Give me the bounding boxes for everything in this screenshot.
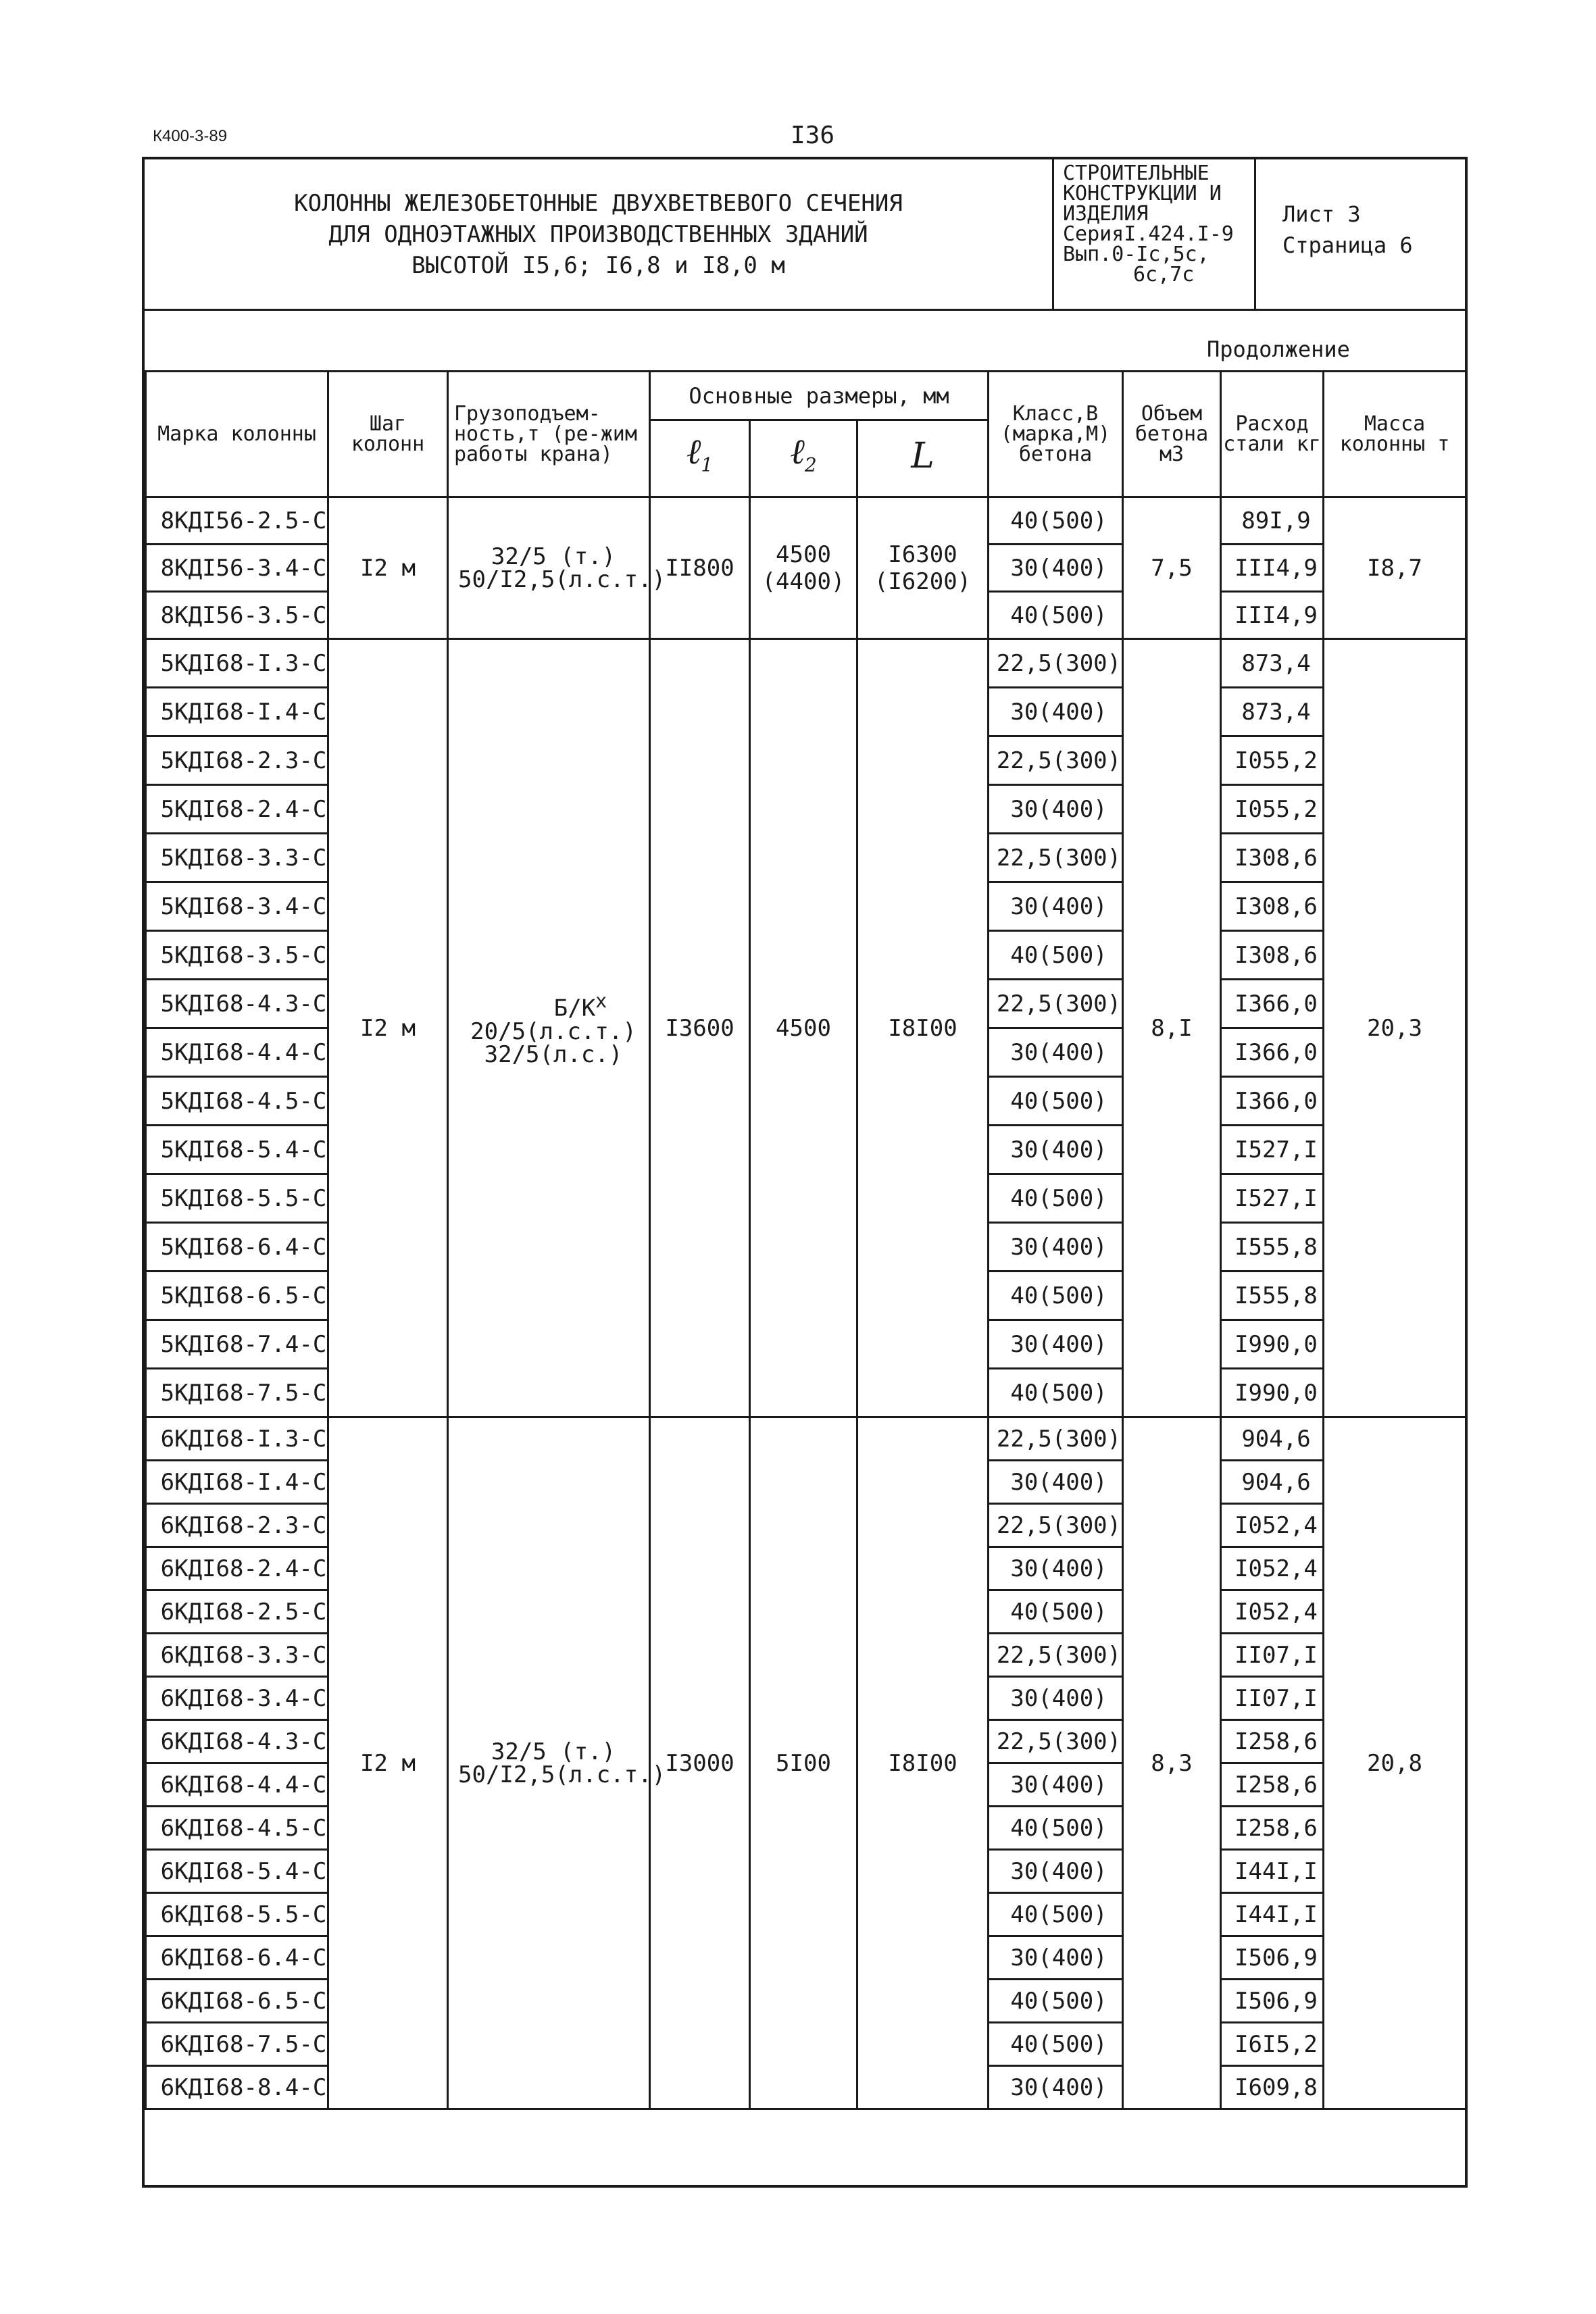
title-line: ВЫСОТОЙ I5,6; I6,8 и I8,0 м (412, 252, 785, 279)
cell-class: 22,5(300) (989, 980, 1123, 1028)
cell-class: 40(500) (989, 931, 1123, 980)
cell-l1: I3000 (650, 1417, 750, 2109)
page-number: I36 (791, 122, 835, 149)
cell-mark: 5КДI68-7.5-С (146, 1369, 328, 1417)
cell-mark: 6КДI68-I.3-С (146, 1417, 328, 1461)
cell-volume: 8,I (1123, 639, 1221, 1417)
cell-mark: 5КДI68-3.5-С (146, 931, 328, 980)
table-group (146, 1417, 1466, 2109)
symbol-l: ℓ (686, 431, 701, 472)
cell-steel: I258,6 (1221, 1720, 1324, 1763)
cell-steel: III4,9 (1221, 545, 1324, 592)
document-code: К400-3-89 (153, 127, 228, 145)
series-line: СерияI.424.I-9 (1063, 222, 1234, 246)
cell-steel: I052,4 (1221, 1504, 1324, 1547)
series-line: Вып.0-Iс,5с, (1063, 243, 1210, 266)
cell-class: 22,5(300) (989, 736, 1123, 785)
cell-class: 30(400) (989, 1028, 1123, 1077)
cell-steel: I555,8 (1221, 1272, 1324, 1320)
cell-steel: I258,6 (1221, 1807, 1324, 1850)
cell-class: 30(400) (989, 882, 1123, 931)
cell-steel: I6I5,2 (1221, 2023, 1324, 2066)
cell-mark: 5КДI68-4.4-С (146, 1028, 328, 1077)
cell-steel: 873,4 (1221, 639, 1324, 688)
cell-steel: 904,6 (1221, 1461, 1324, 1504)
header-class: Класс,В (марка,М) бетона (989, 372, 1123, 497)
sheet-label: Лист 3 (1282, 201, 1361, 227)
cell-mark: 5КДI68-3.3-С (146, 834, 328, 882)
cell-mark: 5КДI68-3.4-С (146, 882, 328, 931)
sheet-block (1262, 159, 1465, 309)
title-line: КОЛОННЫ ЖЕЛЕЗОБЕТОННЫЕ ДВУХВЕТВЕВОГО СЕЧЕНИЯ (294, 190, 903, 217)
load-values: 32/5 (т.) 50/I2,5(л.с.т.) (458, 1738, 666, 1788)
cell-volume: 7,5 (1123, 497, 1221, 639)
cell-steel: I44I,I (1221, 1850, 1324, 1893)
cell-mark: 6КДI68-5.4-С (146, 1850, 328, 1893)
cell-steel: III4,9 (1221, 592, 1324, 639)
cell-class: 22,5(300) (989, 1504, 1123, 1547)
cell-class: 30(400) (989, 1547, 1123, 1590)
table-group (146, 497, 1466, 639)
cell-class: 30(400) (989, 1223, 1123, 1272)
load-mode-superscript: х (595, 990, 607, 1013)
cell-steel: I990,0 (1221, 1369, 1324, 1417)
cell-mark: 6КДI68-2.4-С (146, 1547, 328, 1590)
cell-mark: 6КДI68-8.4-С (146, 2066, 328, 2109)
load-values: 32/5 (т.) 50/I2,5(л.с.т.) (458, 543, 666, 593)
cell-steel: I308,6 (1221, 931, 1324, 980)
cell-class: 40(500) (989, 592, 1123, 639)
cell-steel: I527,I (1221, 1174, 1324, 1223)
cell-mark: 6КДI68-7.5-С (146, 2023, 328, 2066)
cell-l2: 5I00 (750, 1417, 857, 2109)
cell-mark: 5КДI68-2.3-С (146, 736, 328, 785)
cell-mark: 5КДI68-I.4-С (146, 688, 328, 736)
cell-steel: I055,2 (1221, 785, 1324, 834)
cell-steel: I366,0 (1221, 1077, 1324, 1126)
cell-steel: 873,4 (1221, 688, 1324, 736)
cell-steel: I44I,I (1221, 1893, 1324, 1936)
cell-steel: 89I,9 (1221, 497, 1324, 545)
cell-steel: I527,I (1221, 1126, 1324, 1174)
cell-steel: I052,4 (1221, 1547, 1324, 1590)
cell-mark: 5КДI68-I.3-С (146, 639, 328, 688)
cell-class: 30(400) (989, 688, 1123, 736)
cell-class: 40(500) (989, 1893, 1123, 1936)
cell-mark: 8КДI56-3.4-С (146, 545, 328, 592)
table-row (146, 1417, 1466, 1461)
page-label: Страница 6 (1282, 232, 1413, 258)
symbol-l: ℓ (790, 431, 805, 472)
cell-L: I8I00 (857, 639, 989, 1417)
cell-mark: 5КДI68-5.5-С (146, 1174, 328, 1223)
cell-step: I2 м (328, 497, 448, 639)
cell-class: 30(400) (989, 1677, 1123, 1720)
header-volume: Объем бетона м3 (1123, 372, 1221, 497)
columns-table (145, 370, 1467, 2110)
cell-mark: 6КДI68-4.4-С (146, 1763, 328, 1807)
cell-L: I6300 (I6200) (857, 497, 989, 639)
cell-mark: 6КДI68-4.3-С (146, 1720, 328, 1763)
cell-steel: I555,8 (1221, 1223, 1324, 1272)
cell-class: 40(500) (989, 1369, 1123, 1417)
document-title (145, 159, 1052, 309)
continuation-label: Продолжение (1207, 336, 1350, 362)
cell-mark: 6КДI68-2.3-С (146, 1504, 328, 1547)
cell-class: 40(500) (989, 1807, 1123, 1850)
cell-class: 22,5(300) (989, 1634, 1123, 1677)
cell-steel: 904,6 (1221, 1417, 1324, 1461)
series-line: ИЗДЕЛИЯ (1063, 202, 1149, 226)
cell-mark: 5КДI68-4.5-С (146, 1077, 328, 1126)
cell-mark: 5КДI68-4.3-С (146, 980, 328, 1028)
cell-steel: II07,I (1221, 1634, 1324, 1677)
cell-mark: 6КДI68-6.4-С (146, 1936, 328, 1980)
cell-mass: I8,7 (1324, 497, 1466, 639)
cell-steel: I055,2 (1221, 736, 1324, 785)
cell-class: 22,5(300) (989, 834, 1123, 882)
cell-class: 40(500) (989, 1980, 1123, 2023)
subscript: 1 (701, 453, 714, 476)
header-l1 (650, 420, 750, 497)
header-l2 (750, 420, 857, 497)
cell-class: 30(400) (989, 785, 1123, 834)
cell-class: 22,5(300) (989, 1720, 1123, 1763)
cell-class: 30(400) (989, 1936, 1123, 1980)
cell-class: 40(500) (989, 1174, 1123, 1223)
cell-steel: I308,6 (1221, 834, 1324, 882)
cell-steel: II07,I (1221, 1677, 1324, 1720)
cell-mark: 6КДI68-5.5-С (146, 1893, 328, 1936)
cell-mark: 6КДI68-6.5-С (146, 1980, 328, 2023)
header-load: Грузоподъем-ность,т (ре-жим работы крана) (448, 372, 650, 497)
cell-class: 22,5(300) (989, 1417, 1123, 1461)
cell-class: 30(400) (989, 1850, 1123, 1893)
header-dims: Основные размеры, мм (650, 372, 989, 420)
cell-l1: II800 (650, 497, 750, 639)
cell-volume: 8,3 (1123, 1417, 1221, 2109)
cell-steel: I366,0 (1221, 1028, 1324, 1077)
series-line: КОНСТРУКЦИИ И (1063, 182, 1222, 205)
cell-load (448, 1417, 666, 2109)
header-mass: Масса колонны т (1324, 372, 1466, 497)
cell-steel: I990,0 (1221, 1320, 1324, 1369)
cell-class: 30(400) (989, 545, 1123, 592)
cell-mark: 6КДI68-3.3-С (146, 1634, 328, 1677)
subscript: 2 (804, 453, 817, 476)
table-row (146, 497, 1466, 545)
table-row (146, 639, 1466, 688)
cell-class: 30(400) (989, 1126, 1123, 1174)
cell-mark: 5КДI68-2.4-С (146, 785, 328, 834)
cell-mark: 5КДI68-6.5-С (146, 1272, 328, 1320)
load-mode-text: Б/К (553, 995, 596, 1022)
cell-class: 40(500) (989, 1077, 1123, 1126)
cell-class: 40(500) (989, 1590, 1123, 1634)
cell-steel: I308,6 (1221, 882, 1324, 931)
cell-mark: 5КДI68-6.4-С (146, 1223, 328, 1272)
cell-l2: 4500 (4400) (750, 497, 857, 639)
load-mode-label (458, 990, 649, 1020)
header-mark: Марка колонны (146, 372, 328, 497)
table-header (146, 372, 1466, 497)
cell-mark: 5КДI68-7.4-С (146, 1320, 328, 1369)
title-line: ДЛЯ ОДНОЭТАЖНЫХ ПРОИЗВОДСТВЕННЫХ ЗДАНИЙ (328, 221, 868, 248)
cell-mark: 8КДI56-3.5-С (146, 592, 328, 639)
series-line: СТРОИТЕЛЬНЫЕ (1063, 161, 1210, 185)
table-group (146, 639, 1466, 1417)
cell-mark: 6КДI68-2.5-С (146, 1590, 328, 1634)
load-values: 20/5(л.с.т.) 32/5(л.с.) (470, 1017, 637, 1068)
series-line: 6с,7с (1133, 263, 1195, 286)
cell-mark: 6КДI68-3.4-С (146, 1677, 328, 1720)
cell-mark: 6КДI68-4.5-С (146, 1807, 328, 1850)
cell-load (448, 497, 666, 639)
cell-L: I8I00 (857, 1417, 989, 2109)
cell-steel: I609,8 (1221, 2066, 1324, 2109)
header-L (857, 420, 989, 497)
cell-mark: 8КДI56-2.5-С (146, 497, 328, 545)
cell-class: 30(400) (989, 2066, 1123, 2109)
cell-class: 22,5(300) (989, 639, 1123, 688)
cell-class: 30(400) (989, 1461, 1123, 1504)
cell-class: 40(500) (989, 1272, 1123, 1320)
cell-step: I2 м (328, 1417, 448, 2109)
cell-mark: 6КДI68-I.4-С (146, 1461, 328, 1504)
cell-step: I2 м (328, 639, 448, 1417)
cell-steel: I366,0 (1221, 980, 1324, 1028)
header-step: Шаг колонн (328, 372, 448, 497)
header-steel: Расход стали кг (1221, 372, 1324, 497)
cell-load (448, 639, 650, 1417)
cell-l1: I3600 (650, 639, 750, 1417)
series-block (1057, 159, 1253, 309)
cell-class: 40(500) (989, 497, 1123, 545)
cell-steel: I506,9 (1221, 1980, 1324, 2023)
cell-mass: 20,3 (1324, 639, 1466, 1417)
cell-class: 30(400) (989, 1763, 1123, 1807)
cell-mark: 5КДI68-5.4-С (146, 1126, 328, 1174)
cell-steel: I052,4 (1221, 1590, 1324, 1634)
title-divider (1052, 159, 1054, 309)
cell-steel: I506,9 (1221, 1936, 1324, 1980)
cell-steel: I258,6 (1221, 1763, 1324, 1807)
cell-mass: 20,8 (1324, 1417, 1466, 2109)
cell-l2: 4500 (750, 639, 857, 1417)
symbol-L: L (911, 435, 934, 476)
cell-class: 40(500) (989, 2023, 1123, 2066)
cell-class: 30(400) (989, 1320, 1123, 1369)
title-divider (1254, 159, 1256, 309)
